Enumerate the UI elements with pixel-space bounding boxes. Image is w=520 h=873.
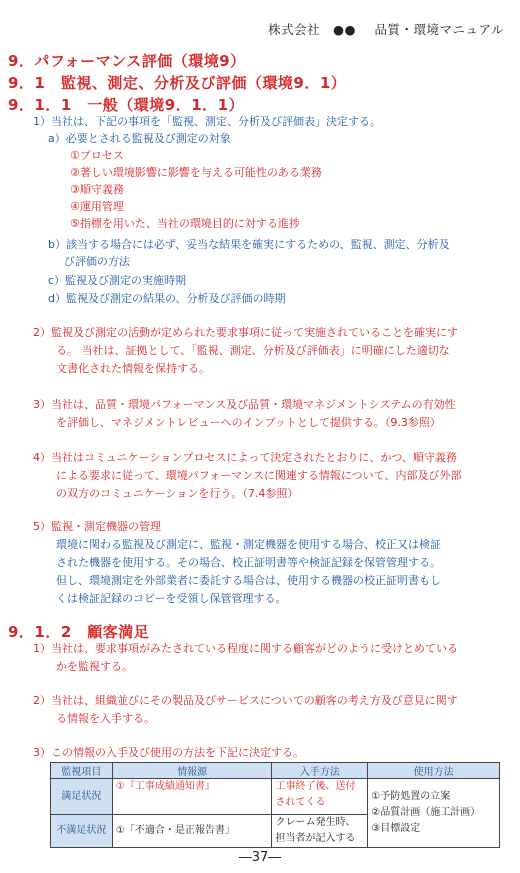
para-911-5-line2: された機器を使用する。その場合、校正証明書等や検証記録を保管管理する。 — [56, 556, 441, 569]
usage-item: ②品質計画（施工計画） — [371, 807, 481, 818]
row-label-satisfaction: 満足状況 — [51, 779, 113, 815]
item-a1: ①プロセス — [70, 149, 124, 162]
item-a3: ③順守義務 — [70, 183, 124, 196]
table-header-cell: 使用方法 — [368, 763, 500, 779]
para-912-1-line2: かを監視する。 — [56, 660, 133, 673]
table-cell-source: ①『工事成績通知書』 — [112, 779, 272, 815]
company-name: 株式会社 ●● — [268, 22, 356, 37]
item-c: c）監視及び測定の実施時期 — [48, 274, 187, 287]
para-911-2-line2: る。 当社は、証拠として、「監視、測定、分析及び評価表」に明確にした適切な — [56, 344, 450, 357]
table-cell-source: ①「不適合・是正報告書」 — [112, 815, 272, 848]
item-a: a）必要とされる監視及び測定の対象 — [48, 132, 231, 145]
table-header-cell: 監視項目 — [51, 763, 113, 779]
item-b-line2: び評価の方法 — [64, 255, 130, 268]
table-cell-method: クレーム発生時、担当者が記入する — [272, 815, 368, 848]
heading-9-1: 9．1 監視、測定、分析及び評価（環境9．1） — [8, 74, 347, 92]
para-911-4-line2: による要求に従って、環境パフォーマンスに関連する情報について、内部及び外部 — [56, 469, 462, 482]
para-912-1-line1: 1）当社は、要求事項がみたされている程度に関する顧客がどのように受けとめている — [33, 642, 458, 655]
monitoring-table — [50, 762, 500, 848]
para-911-5-title: 5）監視・測定機器の管理 — [33, 520, 161, 533]
table-row — [51, 779, 500, 815]
para-911-2-line3: 文書化された情報を保持する。 — [56, 362, 210, 375]
usage-item: ③目標設定 — [371, 823, 421, 834]
para-911-4-line1: 4）当社はコミュニケーションプロセスによって決定されたとおりに、かつ、順守義務 — [33, 451, 457, 464]
para-911-3-line2: を評価し、マネジメントレビューへのインプットとして提供する。（9.3参照） — [56, 416, 441, 429]
para-912-2-line2: る情報を入手する。 — [56, 712, 155, 725]
heading-9-1-2: 9．1．2 顧客満足 — [8, 623, 150, 641]
table-cell-usage — [368, 779, 500, 848]
para-912-3: 3）この情報の入手及び使用の方法を下記に決定する。 — [33, 746, 304, 759]
row-label-dissatisfaction: 不満足状況 — [51, 815, 113, 848]
heading-9: 9．パフォーマンス評価（環境9） — [8, 52, 246, 70]
page-number: ―37― — [238, 850, 282, 865]
para-911-5-line1: 環境に関わる監視及び測定に、監視・測定機器を使用する場合、校正又は検証 — [56, 538, 441, 551]
item-d: d）監視及び測定の結果の、分析及び評価の時期 — [48, 292, 286, 305]
table-header-cell: 情報源 — [112, 763, 272, 779]
item-a2: ②著しい環境影響に影響を与える可能性のある業務 — [70, 166, 322, 179]
page-header — [254, 20, 504, 38]
heading-9-1-1: 9．1．1 一般（環境9．1．1） — [8, 96, 245, 114]
table-header-row — [51, 763, 500, 779]
item-a4: ④運用管理 — [70, 200, 124, 213]
manual-title: 品質・環境マニュアル — [374, 22, 504, 37]
para-911-2-line1: 2）監視及び測定の活動が定められた要求事項に従って実施されていることを確実にす — [33, 326, 458, 339]
para-911-1: 1）当社は、下記の事項を「監視、測定、分析及び評価表」決定する。 — [33, 115, 381, 128]
table-header-cell: 入手方法 — [272, 763, 368, 779]
para-911-4-line3: の双方のコミュニケーションを行う。（7.4参照） — [56, 487, 299, 500]
item-b-line1: b）該当する場合には必ず、妥当な結果を確実にするための、監視、測定、分析及 — [48, 238, 450, 251]
item-a5: ⑤指標を用いた、当社の環境目的に対する進捗 — [70, 217, 300, 230]
usage-item: ①予防処置の立案 — [371, 791, 451, 802]
para-911-3-line1: 3）当社は、品質・環境パフォーマンス及び品質・環境マネジメントシステムの有効性 — [33, 398, 456, 411]
para-911-5-line4: くは検証記録のコピーを受領し保管管理する。 — [56, 592, 287, 605]
para-911-5-line3: 但し、環境測定を外部業者に委託する場合は、使用する機器の校正証明書もし — [56, 574, 441, 587]
table-cell-method: 工事終了後、送付されてくる — [272, 779, 368, 815]
para-912-2-line1: 2）当社は、組織並びにその製品及びサービスについての顧客の考え方及び意見に関す — [33, 694, 458, 707]
